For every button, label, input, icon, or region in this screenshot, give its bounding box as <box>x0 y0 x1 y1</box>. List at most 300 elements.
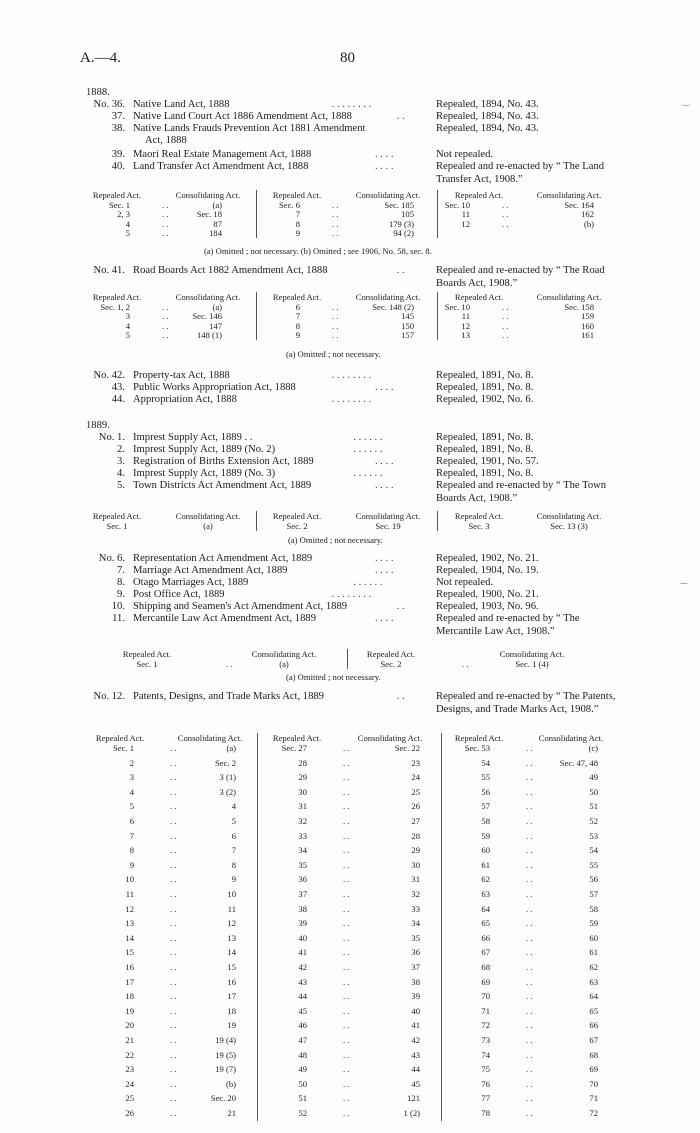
table-divider <box>256 511 257 531</box>
table-cell: Sec. 13 (3) <box>550 521 588 531</box>
act-title: Post Office Act, 1889 <box>133 589 225 600</box>
repealed-section: 35 <box>298 859 307 870</box>
repealed-section: 64 <box>481 903 490 914</box>
consolidating-section: 61 <box>589 947 598 958</box>
leader-dots: . . <box>526 1049 533 1060</box>
table-cell: (a) <box>203 521 213 531</box>
consolidating-section: 9 <box>231 874 236 885</box>
act-status: Repealed and re-enacted by “ The Patents, Designs, and Trade Marks Act, 1908.” <box>436 691 616 715</box>
act-status: Not repealed. <box>436 149 494 160</box>
consolidating-section: (b) <box>583 218 594 229</box>
consolidating-section: 21 <box>227 1108 236 1118</box>
leader-dots: . . <box>526 1108 533 1118</box>
act-status: Repealed, 1894, No. 43. <box>436 111 539 122</box>
consolidating-section: 58 <box>589 903 598 914</box>
act-title: Imprest Supply Act, 1889 (No. 3) <box>133 468 276 479</box>
consolidating-section: 32 <box>411 889 420 899</box>
consolidating-section: 50 <box>589 786 598 797</box>
consolidating-section: 161 <box>581 330 594 341</box>
leader-dots: . . <box>170 1020 177 1031</box>
leader-dots: . . . . <box>375 149 394 160</box>
leader-dots: . . <box>396 111 405 122</box>
act-title: Native Lands Frauds Prevention Act 1881 Amendment <box>133 123 366 134</box>
leader-dots: . . <box>502 200 509 210</box>
repealed-section: 9 <box>129 859 134 870</box>
consolidating-section: 3 (2) <box>219 786 236 797</box>
act-status: Repealed, 1891, No. 8. <box>436 444 534 455</box>
repealed-section: 6 <box>295 302 300 312</box>
consolidating-section: 41 <box>411 1020 420 1031</box>
repealed-section: 51 <box>298 1093 307 1104</box>
repealed-section: Sec. 1 <box>108 200 130 210</box>
repealed-section: 4 <box>129 786 134 797</box>
leader-dots: . . <box>343 1078 350 1089</box>
act-title: Native Land Court Act 1886 Amendment Act, 1888 <box>133 111 352 122</box>
repealed-section: 12 <box>461 218 470 229</box>
consolidating-section: Sec. 18 <box>196 209 222 220</box>
repealed-section: 18 <box>125 991 134 1002</box>
column-header: Repealed Act. <box>454 292 504 302</box>
repealed-section: 14 <box>125 932 134 943</box>
repealed-section: 2 <box>129 757 134 768</box>
repealed-section: 62 <box>481 874 490 885</box>
leader-dots: . . <box>170 918 177 929</box>
table-cell: Sec. 2 <box>286 521 308 531</box>
leader-dots: . . . . <box>375 161 394 172</box>
consolidating-section: 33 <box>411 903 420 914</box>
repealed-section: 43 <box>298 976 307 987</box>
leader-dots: . . <box>332 330 339 341</box>
column-header: Repealed Act. <box>92 292 142 302</box>
act-title: Road Boards Act 1882 Amendment Act, 1888 <box>133 265 328 276</box>
consolidating-section: 17 <box>227 991 236 1002</box>
leader-dots: . . <box>526 757 533 768</box>
leader-dots: . . <box>526 801 533 812</box>
leader-dots: . . <box>526 874 533 885</box>
leader-dots: . . <box>170 976 177 987</box>
repealed-section: 65 <box>481 918 490 929</box>
repealed-section: 4 <box>125 218 130 229</box>
repealed-section: 11 <box>125 889 134 899</box>
leader-dots: . . . . . . . . <box>331 589 372 600</box>
act-number: 7. <box>117 565 125 576</box>
leader-dots: . . <box>502 311 509 322</box>
leader-dots: . . <box>162 330 169 341</box>
consolidating-section: 38 <box>411 976 420 987</box>
consolidating-section: Sec. 20 <box>210 1093 236 1104</box>
column-header: Consolidating Act. <box>355 511 421 521</box>
consolidating-section: 3 (1) <box>219 772 236 783</box>
repealed-section: 52 <box>298 1108 307 1118</box>
column-header: Consolidating Act. <box>536 511 602 521</box>
column-header: Consolidating Act. <box>177 733 243 743</box>
act-number: 4. <box>117 468 125 479</box>
consolidating-section: 59 <box>589 918 598 929</box>
table-cell: Sec. 3 <box>468 521 490 531</box>
margin-mark: ‿ <box>680 574 688 584</box>
table-footnote: (a) Omitted ; not necessary. <box>286 672 381 682</box>
repealed-section: Sec. 1 <box>112 743 134 753</box>
act-number: 40. <box>111 161 125 172</box>
leader-dots: . . <box>332 311 339 322</box>
leader-dots: . . <box>343 889 350 899</box>
act-title: Imprest Supply Act, 1889 (No. 2) <box>133 444 276 455</box>
column-header: Repealed Act. <box>272 733 322 743</box>
leader-dots: . . <box>343 786 350 797</box>
repealed-section: 39 <box>298 918 307 929</box>
consolidating-section: 64 <box>589 991 598 1002</box>
repealed-section: 2, 3 <box>117 209 130 220</box>
consolidating-section: 18 <box>227 1005 236 1016</box>
consolidating-section: 51 <box>589 801 598 812</box>
repealed-section: 47 <box>298 1035 307 1045</box>
consolidating-section: 159 <box>581 311 594 322</box>
repealed-section: 59 <box>481 830 490 841</box>
consolidating-section: 30 <box>411 859 420 870</box>
column-header: Repealed Act. <box>272 190 322 200</box>
column-header: Consolidating Act. <box>355 292 421 302</box>
consolidating-section: 162 <box>581 209 594 220</box>
consolidating-section: Sec. 148 (2) <box>372 302 414 312</box>
table-divider <box>347 649 348 669</box>
consolidating-section: 105 <box>401 209 414 220</box>
consolidating-section: 16 <box>227 976 236 987</box>
repealed-section: 46 <box>298 1020 307 1031</box>
column-header: Repealed Act. <box>95 733 145 743</box>
leader-dots: . . <box>526 991 533 1002</box>
leader-dots: . . <box>170 757 177 768</box>
repealed-section: 42 <box>298 962 307 972</box>
leader-dots: . . <box>170 962 177 972</box>
margin-mark: ‿ <box>682 96 690 106</box>
leader-dots: . . <box>170 786 177 797</box>
consolidating-section: 39 <box>411 991 420 1002</box>
act-number: No. 6. <box>98 553 125 564</box>
repealed-section: 12 <box>461 320 470 331</box>
consolidating-section: 147 <box>209 320 222 331</box>
act-number: 3. <box>117 456 125 467</box>
act-status: Repealed and re-enacted by “ The Road Boards Act, 1908.” <box>436 265 605 289</box>
leader-dots: . . <box>343 816 350 826</box>
repealed-section: 33 <box>298 830 307 841</box>
consolidating-section: 52 <box>589 816 598 826</box>
consolidating-section: Sec. 47, 48 <box>559 757 598 768</box>
consolidating-section: (a) <box>226 743 236 753</box>
repealed-section: 36 <box>298 874 307 885</box>
leader-dots: . . <box>526 845 533 856</box>
consolidating-section: 8 <box>231 859 236 870</box>
consolidating-section: 35 <box>411 932 420 943</box>
consolidating-section: (b) <box>225 1078 236 1089</box>
act-status: Repealed and re-enacted by “ The Town Boards Act, 1908.” <box>436 480 607 504</box>
column-header: Consolidating Act. <box>538 733 604 743</box>
act-number: No. 41. <box>93 265 125 276</box>
table-cell: Sec. 2 <box>380 659 402 669</box>
repealed-section: 72 <box>481 1020 490 1031</box>
leader-dots: . . <box>526 976 533 987</box>
repealed-section: 29 <box>298 772 307 783</box>
repealed-section: 71 <box>481 1005 490 1016</box>
consolidating-section: 65 <box>589 1005 598 1016</box>
column-header: Consolidating Act. <box>175 511 241 521</box>
leader-dots: . . <box>170 801 177 812</box>
leader-dots: . . . . . . . . <box>331 394 372 405</box>
consolidating-section: 11 <box>227 903 236 914</box>
consolidating-section: 19 (5) <box>215 1049 236 1060</box>
act-status: Repealed and re-enacted by “ The Land Transfer Act, 1908.” <box>436 161 605 185</box>
table-divider <box>437 511 438 531</box>
act-status: Repealed, 1894, No. 43. <box>436 99 539 110</box>
act-number: 37. <box>111 111 125 122</box>
leader-dots: . . <box>526 903 533 914</box>
leader-dots: . . <box>526 918 533 929</box>
act-status: Repealed, 1891, No. 8. <box>436 468 534 479</box>
column-header: Consolidating Act. <box>536 292 602 302</box>
leader-dots: . . <box>332 320 339 331</box>
consolidating-section: Sec. 2 <box>214 757 236 768</box>
table-divider <box>257 733 258 1121</box>
repealed-section: 7 <box>129 830 134 841</box>
consolidating-section: 66 <box>589 1020 598 1031</box>
consolidating-section: 71 <box>589 1093 598 1104</box>
act-title: Shipping and Seamen's Act Amendment Act, 1889 <box>133 601 348 612</box>
repealed-section: 61 <box>481 859 490 870</box>
act-status: Repealed, 1894, No. 43. <box>436 123 539 134</box>
leader-dots: . . . . . . <box>353 444 383 455</box>
leader-dots: . . <box>162 320 169 331</box>
leader-dots: . . <box>170 845 177 856</box>
column-header: Repealed Act. <box>92 511 142 521</box>
act-title: Land Transfer Act Amendment Act, 1888 <box>133 161 309 172</box>
repealed-section: 44 <box>298 991 307 1002</box>
act-number: No. 12. <box>93 691 125 702</box>
act-title: Property-tax Act, 1888 <box>133 370 230 381</box>
leader-dots: . . <box>343 1064 350 1075</box>
act-title-cont: Act, 1888 <box>145 135 187 146</box>
consolidating-section: 157 <box>401 330 414 341</box>
leader-dots: . . <box>396 601 405 612</box>
leader-dots: . . <box>462 659 469 669</box>
act-number: 11. <box>112 613 125 624</box>
repealed-section: 3 <box>125 311 130 322</box>
leader-dots: . . <box>170 1035 177 1045</box>
leader-dots: . . <box>343 1035 350 1045</box>
leader-dots: . . . . <box>375 565 394 576</box>
table-footnote: (a) Omitted ; not necessary. (b) Omitted ; see 1906, No. 58, sec. 8. <box>204 246 432 256</box>
act-number: 44. <box>111 394 125 405</box>
table-divider <box>437 190 438 238</box>
consolidating-section: 24 <box>411 772 420 783</box>
consolidating-section: 19 <box>227 1020 236 1031</box>
leader-dots: . . . . <box>375 456 394 467</box>
column-header: Repealed Act. <box>454 190 504 200</box>
act-title: Maori Real Estate Management Act, 1888 <box>133 149 312 160</box>
act-number: 8. <box>117 577 125 588</box>
act-status: Repealed, 1891, No. 8. <box>436 370 534 381</box>
repealed-section: Sec. 10 <box>444 302 470 312</box>
column-header: Consolidating Act. <box>355 190 421 200</box>
act-status: Repealed, 1900, No. 21. <box>436 589 539 600</box>
leader-dots: . . <box>502 209 509 220</box>
repealed-section: 74 <box>481 1049 490 1060</box>
leader-dots: . . <box>343 1049 350 1060</box>
repealed-section: 37 <box>298 889 307 899</box>
act-title: Town Districts Act Amendment Act, 1889 <box>133 480 312 491</box>
page-number: 80 <box>340 50 355 66</box>
leader-dots: . . <box>170 874 177 885</box>
leader-dots: . . <box>526 1035 533 1045</box>
repealed-section: 15 <box>125 947 134 958</box>
repealed-section: 11 <box>461 209 470 220</box>
leader-dots: . . <box>332 302 339 312</box>
act-title: Appropriation Act, 1888 <box>133 394 237 405</box>
repealed-section: 32 <box>298 816 307 826</box>
repealed-section: 20 <box>125 1020 134 1031</box>
table-divider <box>256 190 257 238</box>
repealed-section: 5 <box>125 330 130 341</box>
table-cell: Sec. 1 <box>136 659 158 669</box>
leader-dots: . . <box>343 991 350 1002</box>
consolidating-section: 12 <box>227 918 236 929</box>
repealed-section: 73 <box>481 1035 490 1045</box>
leader-dots: . . <box>170 991 177 1002</box>
consolidating-section: Sec. 158 <box>564 302 594 312</box>
consolidating-section: 45 <box>411 1078 420 1089</box>
consolidating-section: Sec. 22 <box>394 743 420 753</box>
act-status: Repealed, 1901, No. 57. <box>436 456 539 467</box>
consolidating-section: Sec. 146 <box>192 311 222 322</box>
repealed-section: 38 <box>298 903 307 914</box>
column-header: Consolidating Act. <box>499 649 565 659</box>
consolidating-section: 54 <box>589 845 598 856</box>
consolidating-section: 160 <box>581 320 594 331</box>
column-header: Repealed Act. <box>272 292 322 302</box>
leader-dots: . . <box>170 830 177 841</box>
leader-dots: . . <box>526 932 533 943</box>
act-number: No. 36. <box>93 99 125 110</box>
leader-dots: . . <box>343 859 350 870</box>
act-status: Repealed, 1904, No. 19. <box>436 565 539 576</box>
leader-dots: . . . . <box>375 382 394 393</box>
repealed-section: 16 <box>125 962 134 972</box>
leader-dots: . . <box>170 816 177 826</box>
table-divider <box>256 292 257 340</box>
table-footnote: (a) Omitted ; not necessary. <box>288 535 383 545</box>
column-header: Consolidating Act. <box>536 190 602 200</box>
repealed-section: 63 <box>481 889 490 899</box>
repealed-section: 9 <box>295 330 300 341</box>
act-status: Repealed, 1891, No. 8. <box>436 382 534 393</box>
leader-dots: . . <box>526 962 533 972</box>
consolidating-section: 7 <box>231 845 236 856</box>
leader-dots: . . <box>162 209 169 220</box>
consolidating-section: 72 <box>589 1108 598 1118</box>
act-number: No. 42. <box>93 370 125 381</box>
column-header: Repealed Act. <box>454 733 504 743</box>
leader-dots: . . <box>526 859 533 870</box>
act-title: Imprest Supply Act, 1889 . . <box>133 432 253 443</box>
consolidating-section: 57 <box>589 889 598 899</box>
leader-dots: . . <box>343 743 350 753</box>
consolidating-section: 19 (4) <box>215 1035 236 1045</box>
column-header: Repealed Act. <box>454 511 504 521</box>
act-number: 43. <box>111 382 125 393</box>
leader-dots: . . <box>170 859 177 870</box>
repealed-section: 70 <box>481 991 490 1002</box>
consolidating-section: 121 <box>407 1093 420 1104</box>
leader-dots: . . <box>162 200 169 210</box>
consolidating-section: 25 <box>411 786 420 797</box>
consolidating-section: (c) <box>588 743 598 753</box>
leader-dots: . . <box>170 889 177 899</box>
leader-dots: . . <box>526 830 533 841</box>
year-heading: 1889. <box>86 420 110 431</box>
act-number: 9. <box>117 589 125 600</box>
leader-dots: . . <box>526 816 533 826</box>
repealed-section: 5 <box>125 228 130 239</box>
leader-dots: . . . . . . <box>353 577 383 588</box>
repealed-section: 45 <box>298 1005 307 1016</box>
consolidating-section: 87 <box>213 218 222 229</box>
consolidating-section: Sec. 164 <box>564 200 594 210</box>
act-status: Repealed, 1902, No. 21. <box>436 553 539 564</box>
consolidating-section: 179 (3) <box>388 218 414 229</box>
consolidating-section: Sec. 185 <box>384 200 414 210</box>
consolidating-section: 63 <box>589 976 598 987</box>
consolidating-section: 44 <box>411 1064 420 1075</box>
repealed-section: 58 <box>481 816 490 826</box>
consolidating-section: 37 <box>411 962 420 972</box>
consolidating-section: 70 <box>589 1078 598 1089</box>
leader-dots: . . <box>526 1005 533 1016</box>
consolidating-section: 5 <box>231 816 236 826</box>
repealed-section: Sec. 1, 2 <box>100 302 130 312</box>
table-cell: Sec. 1 (4) <box>515 659 549 669</box>
repealed-section: 21 <box>125 1035 134 1045</box>
leader-dots: . . <box>332 228 339 239</box>
repealed-section: 60 <box>481 845 490 856</box>
consolidating-section: 14 <box>227 947 236 958</box>
repealed-section: 17 <box>125 976 134 987</box>
leader-dots: . . <box>343 874 350 885</box>
leader-dots: . . <box>343 1093 350 1104</box>
act-status: Repealed, 1903, No. 96. <box>436 601 539 612</box>
repealed-section: 8 <box>129 845 134 856</box>
leader-dots: . . <box>343 903 350 914</box>
column-header: Repealed Act. <box>122 649 172 659</box>
repealed-section: 49 <box>298 1064 307 1075</box>
leader-dots: . . <box>343 757 350 768</box>
consolidating-section: 13 <box>227 932 236 943</box>
table-divider <box>437 292 438 340</box>
act-title: Public Works Appropriation Act, 1888 <box>133 382 296 393</box>
consolidating-section: 31 <box>411 874 420 885</box>
repealed-section: 67 <box>481 947 490 958</box>
consolidating-section: 68 <box>589 1049 598 1060</box>
column-header: Consolidating Act. <box>357 733 423 743</box>
column-header: Consolidating Act. <box>175 292 241 302</box>
leader-dots: . . <box>502 302 509 312</box>
repealed-section: 7 <box>295 209 300 220</box>
consolidating-section: 27 <box>411 816 420 826</box>
repealed-section: 11 <box>461 311 470 322</box>
table-cell: Sec. 1 <box>106 521 128 531</box>
leader-dots: . . <box>526 1093 533 1104</box>
consolidating-section: 28 <box>411 830 420 841</box>
repealed-section: 57 <box>481 801 490 812</box>
table-divider <box>441 733 442 1121</box>
column-header: Consolidating Act. <box>251 649 317 659</box>
